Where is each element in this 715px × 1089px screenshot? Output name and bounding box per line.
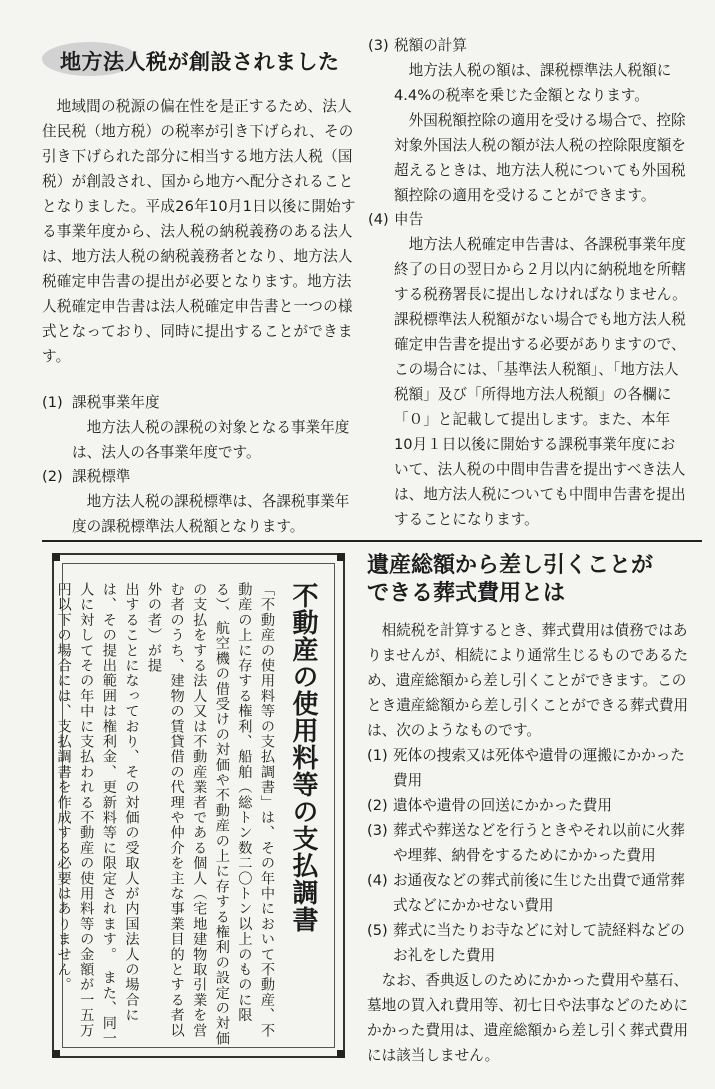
article-local-corporate-tax xyxy=(42,40,360,539)
list-item: (1) 死体の捜索又は死体や遺骨の運搬にかかった費用 xyxy=(367,747,685,789)
section-body: 地方法人税確定申告書は、各課税事業年度終了の日の翌日から２月以内に納税地を所轄する税務署長に提出しなければなりません。課税標準法人税額がない場合でも地方法人税確定申告書を提出する必要がありますので、この場合には、「基準法人税額」、「地方法人税額」及び「所得地方法人税額」の各欄に「０」と記載して提出します。また、本年10月１日以後に開始する課税事業年度において、法人税の中間申告書を提出すべき法人は、地方法人税についても中間申告書を提出することになります。 xyxy=(394,236,687,528)
box-frame xyxy=(55,563,335,1048)
section-body: 外国税額控除の適用を受ける場合で、控除対象外国法人税の額が法人税の控除限度額を超えるときは、地方法人税についても外国税額控除の適用を受けることができます。 xyxy=(394,112,686,204)
article-body-continued: 出することになっており、その対価の受取人が内国法人の場合には、その提出範囲は権利金、更新料等に限定されます。 また、同一人に対してその年中に支払われる不動産の使用料等の金額が一五万円以下の場合には、支払調書を作成する必要はありません。 xyxy=(55,582,140,1047)
article-lead: 地域間の税源の偏在性を是正するため、法人住民税（地方税）の税率が引き下げられ、その引き下げられた部分に相当する地方法人税（国税）が創設され、国から地方へ配分されることとなりました。平成26年10月1日以後に開始する事業年度から、法人税の納税義務のある法人は、地方法人税の納税義務者となり、地方法人税確定申告書の提出が必要となります。地方法人税確定申告書は法人税確定申告書と一つの様式となっており、同時に提出することができます。 xyxy=(42,98,356,365)
list-item: (4) お通夜などの葬式前後に生じた出費で通常葬式などにかかせない費用 xyxy=(367,872,685,914)
article-body: 「不動産の使用料等の支払調書」は、その年中において不動産、不動産の上に存する権利、船舶（総トン数二〇トン以上のものに限る）、航空機の借受けの対価や不動産の上に存する権利の設定の対価の支払をする法人又は不動産業者である個人（宅地建物取引業を営む者のうち、建物の賃貸借の代理や仲介を主な事業目的とする者以外の者）が提 出することになっており、その対価の受取人が内国法人の場合には、その提出範囲は権利金、更新料等に限定されます。 また、同一人に対してその年中に支払われる不動産の使用料等の金額が一五万円以下の場合には、支払調書を作成する必要はありません。 xyxy=(52,582,278,1052)
section-heading: (3) 税額の計算 xyxy=(368,37,467,54)
list-item: (3) 葬式や葬送などを行うときやそれ以前に火葬や埋葬、納骨をするためにかかった費用 xyxy=(367,822,685,864)
article-funeral-expenses xyxy=(367,552,695,1068)
article-title: 地方法人税が創設されました xyxy=(48,40,354,82)
list-item: (2) 遺体や遺骨の回送にかかった費用 xyxy=(367,797,612,814)
article-closing: なお、香典返しのためにかかった費用や墓石、墓地の買入れ費用等、初七日や法事などのためにかかった費用は、遺産総額から差し引く葬式費用には該当しません。 xyxy=(367,972,689,1064)
corner-ornament xyxy=(52,553,60,561)
article-title: 遺産総額から差し引くことが できる葬式費用とは xyxy=(367,553,654,606)
divider xyxy=(42,540,702,542)
section-heading: (2) 課税標準 xyxy=(42,468,131,485)
article-title: 不動産の使用料等の支払調書 xyxy=(288,582,318,933)
corner-ornament xyxy=(337,553,345,561)
corner-ornament xyxy=(337,1050,345,1058)
section-heading: (4) 申告 xyxy=(368,211,424,228)
article-lead: 相続税を計算するとき、葬式費用は債務ではありませんが、相続により通常生じるものであるため、遺産総額から差し引くことができます。このとき遺産総額から差し引くことができる葬式費用は、次のようなものです。 xyxy=(367,622,689,739)
article-real-estate-payment-record xyxy=(52,553,345,1058)
section-body: 地方法人税の課税標準は、各課税事業年度の課税標準法人税額となります。 xyxy=(72,493,350,535)
section-body: 地方法人税の課税の対象となる事業年度は、法人の各事業年度です。 xyxy=(72,419,350,461)
section-body: 地方法人税の額は、課税標準法人税額に4.4%の税率を乗じた金額となります。 xyxy=(394,62,672,104)
list-item: (5) 葬式に当たりお寺などに対して読経料などのお礼をした費用 xyxy=(367,922,685,964)
article-local-corporate-tax-continued xyxy=(368,34,688,532)
section-heading: (1) 課税事業年度 xyxy=(42,394,160,411)
